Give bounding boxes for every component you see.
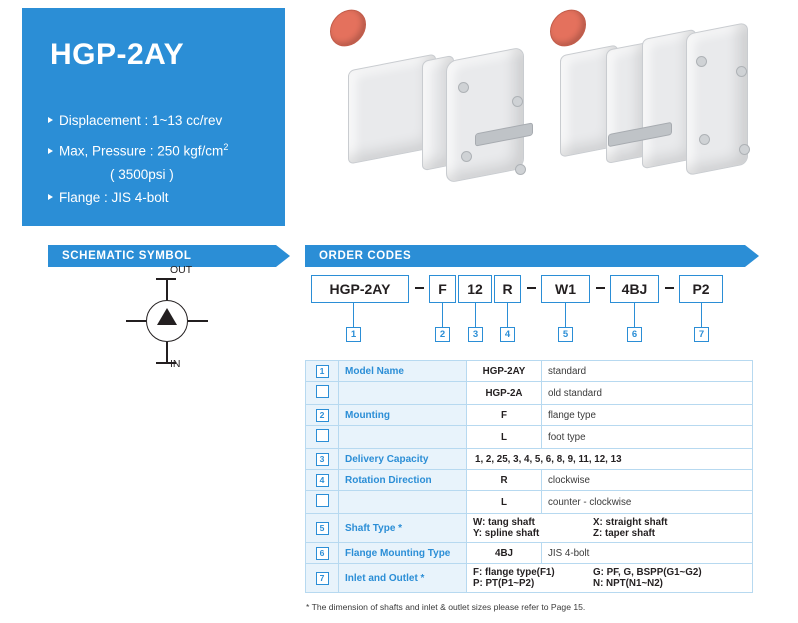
code-dash	[596, 287, 605, 289]
left-line	[126, 320, 146, 322]
row-number-cell: 6	[306, 543, 339, 564]
port-option-p: P: PT(P1~P2)	[473, 578, 535, 589]
page-title: HGP-2AY	[50, 38, 185, 71]
code-leader	[507, 303, 508, 327]
row-desc-cell: flange type	[542, 405, 753, 426]
code-leader	[701, 303, 702, 327]
pump-port	[550, 7, 586, 50]
port-option-g: G: PF, G, BSPP(G1~G2)	[593, 567, 702, 578]
order-code-row	[305, 275, 753, 345]
row-desc-cell: counter - clockwise	[542, 491, 753, 514]
table-row	[306, 426, 753, 449]
row-code-cell: HGP-2AY	[467, 361, 542, 382]
out-label: OUT	[170, 264, 193, 276]
header-band	[22, 8, 285, 226]
spec-displacement: Displacement : 1~13 cc/rev	[48, 108, 278, 134]
pump-flange-housing	[686, 22, 748, 176]
row-name-cell: Model Name	[339, 361, 467, 382]
order-codes-table	[305, 360, 753, 593]
in-label: IN	[170, 358, 181, 370]
code-leader	[565, 303, 566, 327]
code-leader	[475, 303, 476, 327]
table-row	[306, 543, 753, 564]
row-number-cell: 7	[306, 564, 339, 593]
flange-bolt-icon	[458, 82, 469, 93]
table-row	[306, 449, 753, 470]
row-options-cell	[467, 514, 753, 543]
code-leader	[353, 303, 354, 327]
out-line	[166, 278, 168, 300]
port-option-line-1	[473, 567, 746, 578]
row-number-cell	[306, 382, 339, 405]
table-row	[306, 470, 753, 491]
row-code-cell: F	[467, 405, 542, 426]
row-desc-cell: foot type	[542, 426, 753, 449]
row-number-cell: 1	[306, 361, 339, 382]
code-box-1[interactable]: HGP-2AY	[311, 275, 409, 303]
code-leader	[442, 303, 443, 327]
code-badge-5: 5	[558, 327, 573, 342]
schematic-section-header: SCHEMATIC SYMBOL	[48, 245, 276, 267]
spec-flange: Flange : JIS 4-bolt	[48, 185, 278, 211]
row-number-cell: 2	[306, 405, 339, 426]
table-row	[306, 405, 753, 426]
bullet-triangle-icon	[48, 117, 53, 123]
code-badge-3: 3	[468, 327, 483, 342]
code-box-2[interactable]: F	[429, 275, 456, 303]
code-badge-4: 4	[500, 327, 515, 342]
row-code-cell: 4BJ	[467, 543, 542, 564]
row-options-cell	[467, 564, 753, 593]
table-row	[306, 514, 753, 543]
code-dash	[665, 287, 674, 289]
flange-bolt-icon	[696, 56, 707, 67]
code-box-7[interactable]: P2	[679, 275, 723, 303]
row-desc-cell: JIS 4-bolt	[542, 543, 753, 564]
flange-bolt-icon	[515, 164, 526, 175]
row-number-cell: 5	[306, 514, 339, 543]
row-name-cell	[339, 491, 467, 514]
row-code-cell: HGP-2A	[467, 382, 542, 405]
code-badge-7: 7	[694, 327, 709, 342]
code-badge-1: 1	[346, 327, 361, 342]
row-code-cell: L	[467, 426, 542, 449]
row-name-cell: Mounting	[339, 405, 467, 426]
row-desc-cell: old standard	[542, 382, 753, 405]
row-number-cell	[306, 426, 339, 449]
pump-flange-housing	[446, 46, 524, 183]
code-badge-6: 6	[627, 327, 642, 342]
code-box-3[interactable]: 12	[458, 275, 492, 303]
row-name-cell: Shaft Type *	[339, 514, 467, 543]
port-option-f: F: flange type(F1)	[473, 567, 555, 578]
pump-photo-left	[330, 10, 535, 225]
shaft-option-line-2	[473, 528, 746, 539]
table-row	[306, 361, 753, 382]
port-option-line-2	[473, 578, 746, 589]
row-desc-cell: clockwise	[542, 470, 753, 491]
row-number-cell: 4	[306, 470, 339, 491]
table-footnote: * The dimension of shafts and inlet & outlet sizes please refer to Page 15.	[306, 602, 586, 612]
pump-arrow-icon	[157, 308, 177, 325]
table-row	[306, 564, 753, 593]
flange-bolt-icon	[739, 144, 750, 155]
out-tick	[156, 278, 176, 280]
code-leader	[634, 303, 635, 327]
code-badge-2: 2	[435, 327, 450, 342]
in-line	[166, 342, 168, 364]
row-name-cell	[339, 426, 467, 449]
row-name-cell: Delivery Capacity	[339, 449, 467, 470]
row-name-cell: Rotation Direction	[339, 470, 467, 491]
row-desc-cell: standard	[542, 361, 753, 382]
spec-list	[48, 108, 278, 211]
code-box-4[interactable]: R	[494, 275, 521, 303]
row-name-cell: Inlet and Outlet *	[339, 564, 467, 593]
bullet-triangle-icon	[48, 194, 53, 200]
flange-bolt-icon	[736, 66, 747, 77]
shaft-option-y: Y: spline shaft	[473, 528, 540, 539]
schematic-symbol	[120, 264, 240, 372]
shaft-option-w: W: tang shaft	[473, 517, 535, 528]
row-name-cell: Flange Mounting Type	[339, 543, 467, 564]
code-box-6[interactable]: 4BJ	[610, 275, 659, 303]
flange-bolt-icon	[512, 96, 523, 107]
pump-port	[330, 7, 366, 50]
row-code-cell: R	[467, 470, 542, 491]
code-box-5[interactable]: W1	[541, 275, 590, 303]
shaft-option-x: X: straight shaft	[593, 517, 668, 528]
row-name-cell	[339, 382, 467, 405]
shaft-option-z: Z: taper shaft	[593, 528, 656, 539]
shaft-option-line-1	[473, 517, 746, 528]
port-option-n: N: NPT(N1~N2)	[593, 578, 663, 589]
order-codes-section-header: ORDER CODES	[305, 245, 745, 267]
table-row	[306, 491, 753, 514]
right-line	[188, 320, 208, 322]
flange-bolt-icon	[461, 151, 472, 162]
pump-photo-right	[550, 10, 755, 225]
table-row	[306, 382, 753, 405]
pressure-superscript: 2	[223, 142, 229, 152]
row-number-cell: 3	[306, 449, 339, 470]
product-photos	[320, 10, 780, 225]
spec-pressure-psi: ( 3500psi )	[110, 166, 174, 182]
flange-bolt-icon	[699, 134, 710, 145]
code-dash	[415, 287, 424, 289]
row-number-cell	[306, 491, 339, 514]
bullet-triangle-icon	[48, 148, 53, 154]
code-dash	[527, 287, 536, 289]
spec-max-pressure: Max, Pressure : 250 kgf/$cm^2$	[48, 134, 278, 165]
row-code-cell: 1, 2, 25, 3, 4, 5, 6, 8, 9, 11, 12, 13	[467, 449, 753, 470]
row-code-cell: L	[467, 491, 542, 514]
